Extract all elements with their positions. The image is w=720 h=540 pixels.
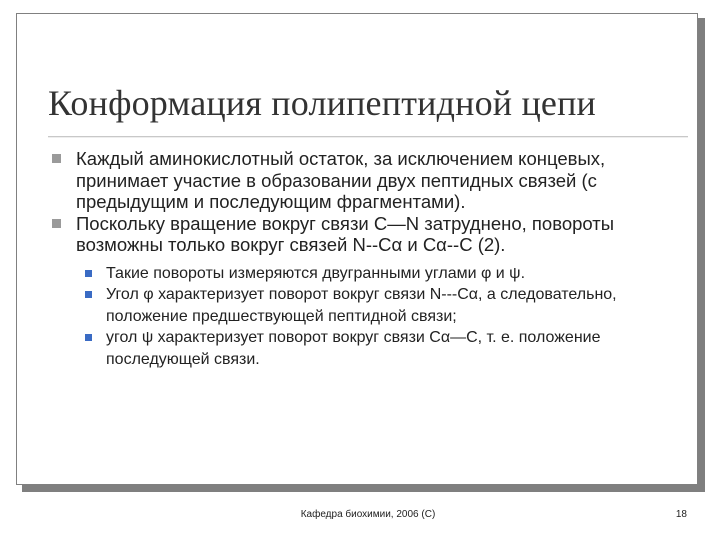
sub-bullet-item [48,327,688,370]
blue-square-bullet-icon [85,334,92,341]
sub-bullet-text: Угол φ характеризует поворот вокруг связи N---Cα, а следовательно, положение предшествующей пептидной связи; [106,286,617,325]
blue-square-bullet-icon [85,270,92,277]
slide-title: Конформация полипептидной цепи [48,83,597,123]
bullet-text: Каждый аминокислотный остаток, за исключением концевых, принимает участие в образовании двух пептидных связей (с предыдущим и последующим фрагментами). [76,148,606,212]
bullet-item [48,148,688,213]
sub-bullet-text: Такие повороты измеряются двугранными углами φ и ψ. [106,264,526,282]
title-divider-highlight [48,137,688,138]
sub-bullet-item [48,284,688,327]
gray-square-bullet-icon [52,154,61,163]
sub-bullet-item [48,263,688,285]
sub-bullet-text: угол ψ характеризует поворот вокруг связи Cα—C, т. е. положение последующей связи. [106,329,601,368]
bullet-item [48,213,688,256]
slide-footer: Кафедра биохимии, 2006 (С) [300,509,436,520]
gray-square-bullet-icon [52,219,61,228]
blue-square-bullet-icon [85,291,92,298]
bullet-list [48,148,688,370]
page-number: 18 [675,509,687,520]
bullet-text: Поскольку вращение вокруг связи С—N затруднено, повороты возможны только вокруг связей N--Cα и Cα--C (2). [76,212,615,255]
